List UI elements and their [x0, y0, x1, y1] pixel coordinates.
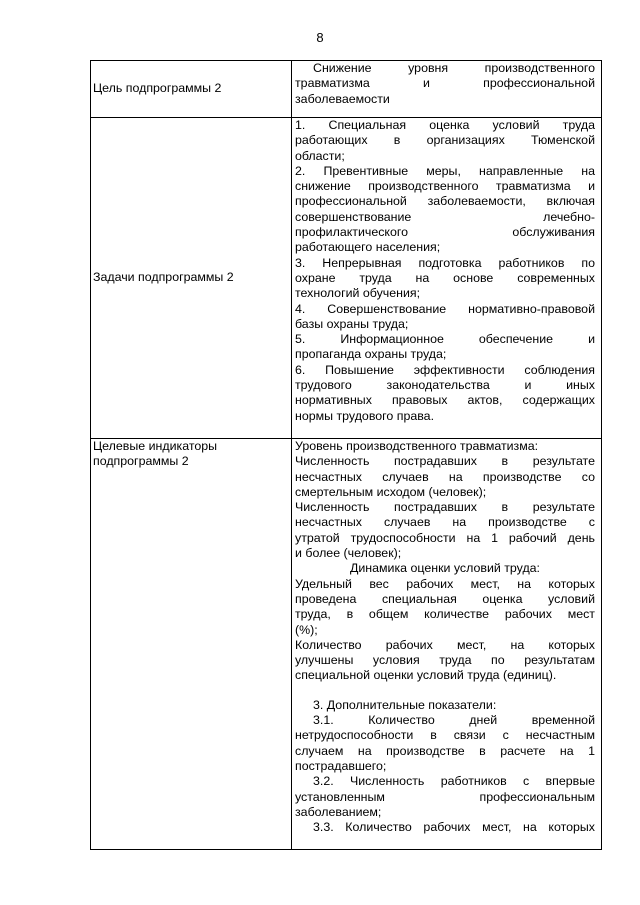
- page-number: 8: [316, 30, 324, 45]
- task-line: области;: [295, 148, 345, 163]
- goal-line: заболеваемости: [295, 91, 390, 106]
- task-line: трудового законодательства и иных: [295, 378, 595, 393]
- task-line: 1. Специальная оценка условий труда: [295, 118, 595, 132]
- task-line: 3. Непрерывная подготовка работников по: [295, 255, 595, 270]
- indicator-line: пострадавшего;: [295, 758, 387, 773]
- indicator-line: улучшены условия труда по результатам: [295, 653, 595, 668]
- task-line: совершенствование лечебно-: [295, 209, 595, 224]
- indicator-line: нетрудоспособности в связи с несчастным: [295, 728, 595, 743]
- tasks-value: [292, 118, 602, 439]
- program-passport-table: [90, 60, 602, 850]
- indicator-line: случаем на производстве в расчете на 1: [295, 743, 595, 758]
- goal-label: Цель подпрограммы 2: [91, 61, 292, 118]
- task-line: профессиональной заболеваемости, включая: [295, 194, 595, 209]
- indicators-label: [91, 439, 292, 850]
- table-row-indicators: [91, 439, 602, 850]
- indicator-line: Численность пострадавших в результате: [295, 500, 595, 515]
- indicator-line: труда, в общем количестве рабочих мест: [295, 607, 595, 622]
- task-line: работающих в организациях Тюменской: [295, 133, 595, 148]
- tasks-label: Задачи подпрограммы 2: [91, 118, 292, 439]
- task-line: охране труда на основе современных: [295, 270, 595, 285]
- goal-line: травматизма и профессиональной: [295, 76, 595, 91]
- indicators-label-line: подпрограммы 2: [93, 454, 189, 469]
- task-line: 4. Совершенствование нормативно-правовой: [295, 301, 595, 316]
- task-line: профилактического обслуживания: [295, 225, 595, 240]
- indicator-line: (%);: [295, 622, 318, 637]
- indicator-line: специальной оценки условий труда (единиц).: [295, 668, 557, 683]
- indicator-line: смертельным исходом (человек);: [295, 484, 487, 499]
- task-line: 2. Превентивные меры, направленные на: [295, 163, 595, 178]
- indicator-line: проведена специальная оценка условий: [295, 591, 595, 606]
- task-line: 6. Повышение эффективности соблюдения: [295, 362, 595, 377]
- indicator-line: Численность пострадавших в результате: [295, 454, 595, 469]
- indicator-line: утратой трудоспособности на 1 рабочий день: [295, 530, 595, 545]
- indicator-line: и более (человек);: [295, 546, 402, 561]
- task-line: нормативных правовых актов, содержащих: [295, 393, 595, 408]
- indicator-line: заболеванием;: [295, 804, 382, 819]
- indicator-line: 3.3. Количество рабочих мест, на которых: [313, 820, 595, 835]
- indicator-line: установленным профессиональным: [295, 789, 595, 804]
- task-line: снижение производственного травматизма и: [295, 179, 595, 194]
- indicators-header-additional: 3. Дополнительные показатели:: [313, 697, 497, 712]
- task-line: пропаганда охраны труда;: [295, 347, 447, 362]
- indicators-header-assessment: Динамика оценки условий труда:: [349, 561, 541, 576]
- task-line: базы охраны труда;: [295, 316, 409, 331]
- task-line: технологий обучения;: [295, 286, 421, 301]
- task-line: работающего населения;: [295, 240, 441, 255]
- indicator-line: 3.1. Количество дней временной: [313, 713, 595, 728]
- spacer: [295, 684, 595, 698]
- indicator-line: Удельный вес рабочих мест, на которых: [295, 576, 595, 591]
- goal-line: Снижение уровня производственного: [313, 61, 595, 75]
- table-row-goal: [91, 61, 602, 118]
- indicator-line: несчастных случаев на производстве со: [295, 469, 595, 484]
- table-row-tasks: [91, 118, 602, 439]
- goal-value: [292, 61, 602, 118]
- indicator-line: несчастных случаев на производстве с: [295, 515, 595, 530]
- indicators-label-line: Целевые индикаторы: [93, 439, 218, 453]
- indicator-line: 3.2. Численность работников с впервые: [313, 774, 595, 789]
- task-line: нормы трудового права.: [295, 408, 435, 423]
- indicators-value: [292, 439, 602, 850]
- task-line: 5. Информационное обеспечение и: [295, 332, 595, 347]
- indicator-line: Количество рабочих мест, на которых: [295, 637, 595, 652]
- indicators-header-injuries: Уровень производственного травматизма:: [295, 439, 539, 453]
